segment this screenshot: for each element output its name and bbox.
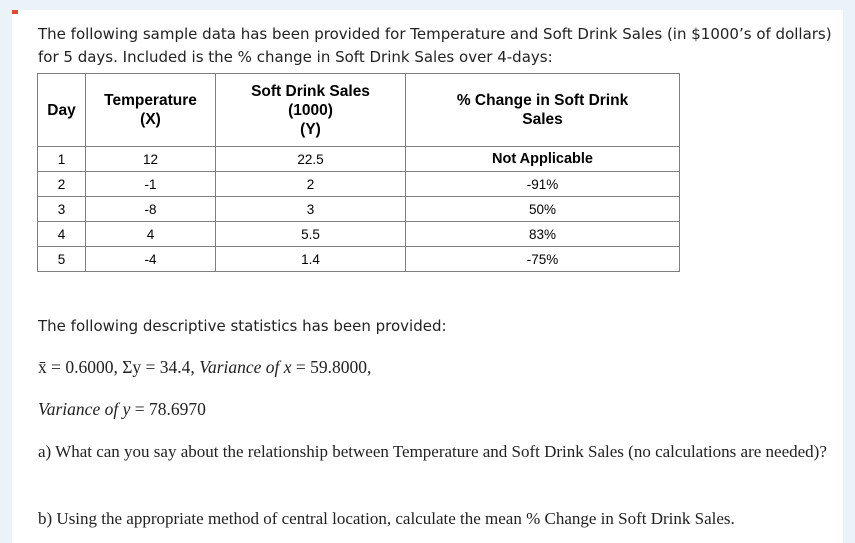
cell-change: -91% bbox=[406, 172, 680, 197]
cell-change: 83% bbox=[406, 222, 680, 247]
table-row bbox=[38, 197, 680, 222]
cell-day: 3 bbox=[38, 197, 86, 222]
cell-sales: 22.5 bbox=[216, 147, 406, 172]
cell-sales: 1.4 bbox=[216, 247, 406, 272]
cell-temperature: -8 bbox=[86, 197, 216, 222]
cell-change: -75% bbox=[406, 247, 680, 272]
stats-line-1 bbox=[38, 357, 371, 378]
cell-day: 4 bbox=[38, 222, 86, 247]
cell-day: 5 bbox=[38, 247, 86, 272]
stat-sum-y: Σy = 34.4, bbox=[122, 357, 195, 377]
cell-day: 2 bbox=[38, 172, 86, 197]
cell-temperature: -4 bbox=[86, 247, 216, 272]
stat-variance-x-label: Variance of x bbox=[199, 357, 292, 377]
cell-day: 1 bbox=[38, 147, 86, 172]
header-soft-drink-sales: Soft Drink Sales (1000) (Y) bbox=[216, 74, 406, 147]
stats-intro: The following descriptive statistics has been provided: bbox=[38, 317, 447, 335]
question-b: b) Using the appropriate method of central location, calculate the mean % Change in Soft Drink Sales. bbox=[38, 509, 735, 528]
stat-x-mean: x̄ = 0.6000, bbox=[38, 357, 118, 377]
stat-variance-x-value: = 59.8000, bbox=[291, 357, 372, 377]
cell-temperature: -1 bbox=[86, 172, 216, 197]
cell-temperature: 4 bbox=[86, 222, 216, 247]
cell-temperature: 12 bbox=[86, 147, 216, 172]
table-row bbox=[38, 247, 680, 272]
table-row bbox=[38, 222, 680, 247]
cell-sales: 3 bbox=[216, 197, 406, 222]
stat-variance-y-value: = 78.6970 bbox=[130, 399, 206, 419]
header-day: Day bbox=[38, 74, 86, 147]
cell-sales: 2 bbox=[216, 172, 406, 197]
question-a: a) What can you say about the relationship between Temperature and Soft Drink Sales (no calculations are needed)? bbox=[38, 442, 827, 461]
data-table bbox=[37, 73, 680, 272]
intro-paragraph: The following sample data has been provided for Temperature and Soft Drink Sales (in $1000’s of dollars) for 5 days. Included is the % change in Soft Drink Sales over 4-days: bbox=[38, 25, 832, 66]
corner-marker bbox=[12, 10, 18, 14]
cell-change: Not Applicable bbox=[406, 147, 680, 172]
header-percent-change: % Change in Soft Drink Sales bbox=[406, 74, 680, 147]
table-row bbox=[38, 172, 680, 197]
cell-sales: 5.5 bbox=[216, 222, 406, 247]
cell-change: 50% bbox=[406, 197, 680, 222]
table-row bbox=[38, 147, 680, 172]
stat-variance-y-label: Variance of y bbox=[38, 399, 131, 419]
stats-line-2 bbox=[38, 399, 206, 420]
table-header-row bbox=[38, 74, 680, 147]
content-card bbox=[12, 10, 843, 543]
header-temperature: Temperature (X) bbox=[86, 74, 216, 147]
